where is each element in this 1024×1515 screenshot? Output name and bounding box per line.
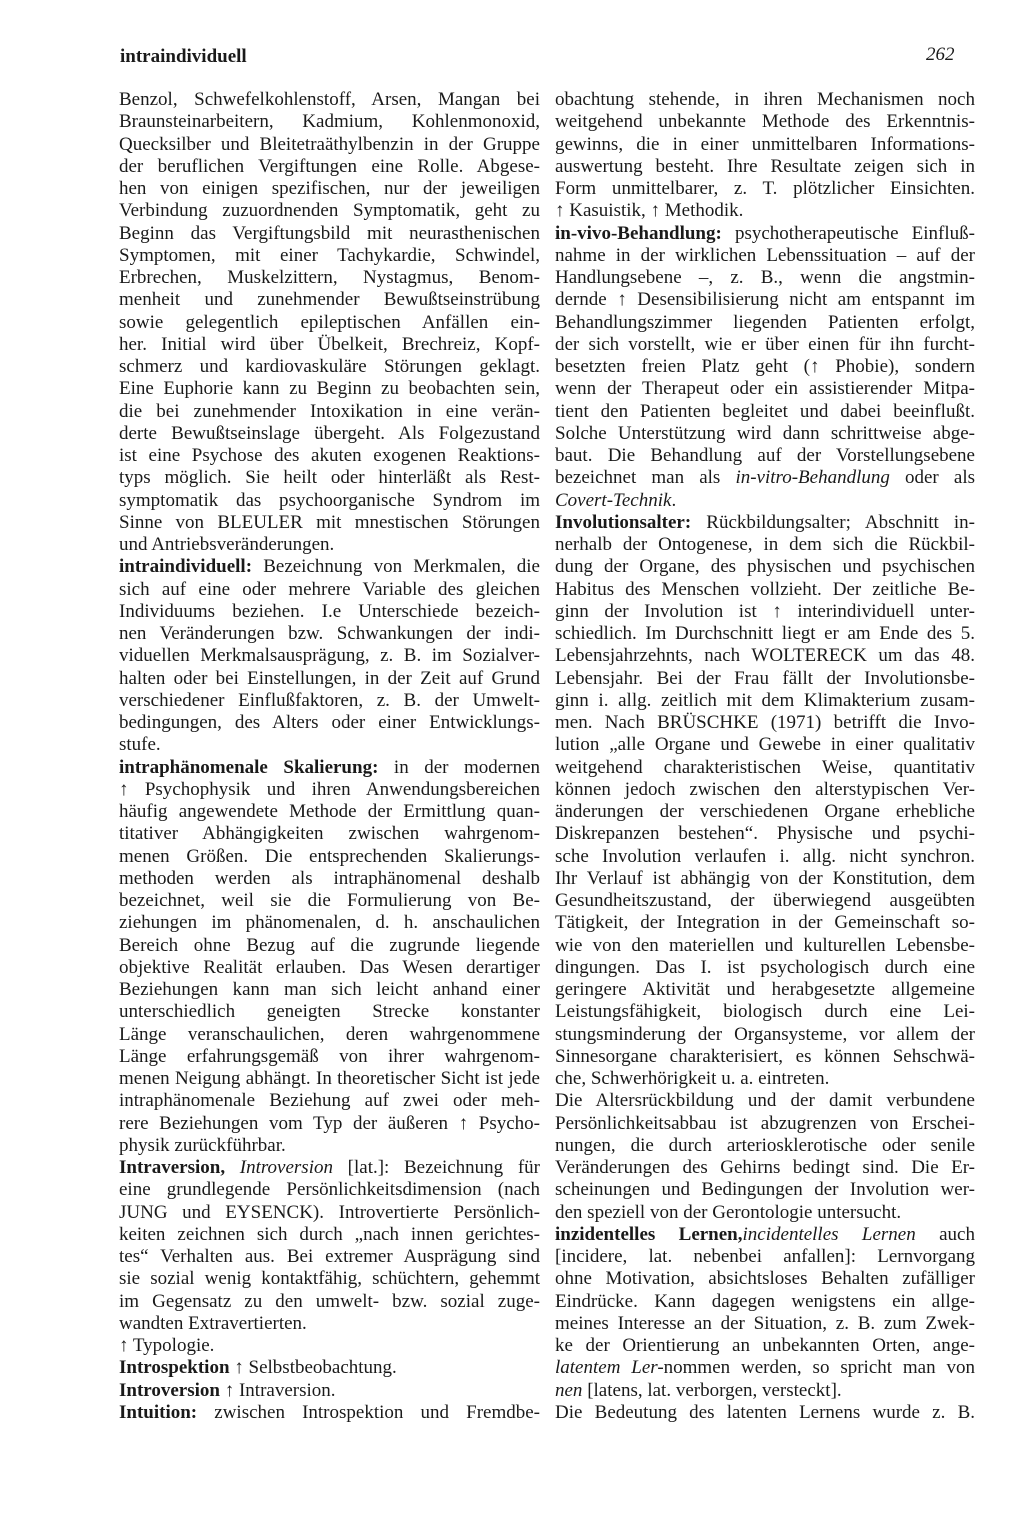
line-text: sich auf eine oder mehrere Variable des gleichen xyxy=(119,578,540,600)
text-line xyxy=(555,645,975,667)
line-text: können jedoch zwischen den alterstypischen Ver- xyxy=(555,778,975,800)
line-text: sche Involution verlaufen i. allg. nicht synchron. xyxy=(555,845,975,867)
text-line xyxy=(555,534,975,556)
entry-term: in-vivo-Behandlung: xyxy=(555,222,722,244)
text-line xyxy=(555,846,975,868)
line-text: baut. Die Behandlung auf der Vorstellungsebene xyxy=(555,445,975,466)
line-text: ginn i. allg. zeitlich mit dem Klimakterium zusam- xyxy=(555,689,975,711)
line-text: Individuums beziehen. I.e Unterschiede bezeich- xyxy=(119,600,540,622)
text-line xyxy=(555,1202,975,1224)
text-line xyxy=(555,757,975,779)
line-text: der beruflichen Vergiftungen eine Rolle. Abgese- xyxy=(119,155,540,177)
text-line xyxy=(119,1024,540,1046)
text-line xyxy=(119,1313,540,1335)
text-line xyxy=(119,712,540,734)
text-line xyxy=(555,1068,975,1090)
line-text: Ihr Verlauf ist abhängig von der Konstitution, dem xyxy=(555,867,975,889)
text-line xyxy=(119,423,540,445)
text-line xyxy=(555,1335,975,1357)
text-line xyxy=(119,467,540,489)
text-line xyxy=(555,267,975,289)
line-text: viduellen Merkmalsausprägung, z. B. im Sozialver- xyxy=(119,645,540,667)
text-line xyxy=(555,289,975,311)
line-text: Gesundheitszustand, der überwiegend ausgeübten xyxy=(555,890,975,911)
text-line xyxy=(119,579,540,601)
text-line xyxy=(555,1380,975,1402)
line-text: Sinne von BLEULER mit mnestischen Störungen xyxy=(119,511,540,533)
line-text: Persönlichkeitsabbau ist abzugrenzen von Erschei- xyxy=(555,1112,975,1134)
entry-term: Introspektion xyxy=(119,1357,230,1379)
line-text: Erbrechen, Muskelzittern, Nystagmus, Benom- xyxy=(119,267,540,288)
text-line xyxy=(555,957,975,979)
text-line xyxy=(119,245,540,267)
text-line xyxy=(119,1268,540,1290)
line-text: Habitus des Menschen vollzieht. Der zeitliche Be- xyxy=(555,578,975,600)
text-line xyxy=(119,1001,540,1023)
line-text: Tätigkeit, der Integration in der Gemeinschaft so- xyxy=(555,912,975,934)
text-line xyxy=(119,401,540,423)
text-line xyxy=(119,1246,540,1268)
line-text: Handlungsebene –, z. B., wenn die angstmin- xyxy=(555,267,975,288)
line-text: objektive Realität erlauben. Das Wesen derartiger xyxy=(119,956,540,978)
line-text: ↑ Psychophysik und ihren Anwendungsbereichen xyxy=(119,778,540,800)
line-text: scheinungen und Bedingungen der Involution wer- xyxy=(555,1179,975,1201)
line-text: eine grundlegende Persönlichkeitsdimension (nach xyxy=(119,1179,540,1201)
text-line xyxy=(119,378,540,400)
line-text: meines Interesse an der Situation, z. B. zum Zwek- xyxy=(555,1312,975,1334)
line-text: stufe. xyxy=(119,734,161,756)
line-text: den speziell von der Gerontologie untersucht. xyxy=(555,1201,902,1223)
text-line xyxy=(555,156,975,178)
text-line xyxy=(555,1001,975,1023)
line-text: [lat.]: Bezeichnung für xyxy=(332,1157,540,1178)
text-line xyxy=(119,267,540,289)
text-line xyxy=(119,534,540,556)
line-text: unterschiedlich geneigten Strecke konstanter xyxy=(119,1001,540,1023)
page-number: 262 xyxy=(926,44,955,65)
text-line xyxy=(119,490,540,512)
text-line xyxy=(555,979,975,1001)
line-text: oder als xyxy=(889,467,975,489)
line-text: der sich vorstellt, wie er über einen für ihn furcht- xyxy=(555,333,975,355)
text-line xyxy=(119,1291,540,1313)
text-line xyxy=(119,178,540,200)
line-text: Form unmittelbarer, z. T. plötzlicher Einsichten. xyxy=(555,178,975,199)
text-line xyxy=(119,1202,540,1224)
line-text: Lebensjahr. Bei der Frau fällt der Involutionsbe- xyxy=(555,667,975,689)
line-text: keiten zeichnen sich durch „nach innen gerichtes- xyxy=(119,1223,540,1245)
text-line xyxy=(119,312,540,334)
line-text: wenn der Therapeut oder ein assistierender Mitpa- xyxy=(555,378,975,400)
running-head: intraindividuell xyxy=(120,46,247,67)
line-text: Eine Euphorie kann zu Beginn zu beobachten sein, xyxy=(119,378,540,400)
text-line xyxy=(119,779,540,801)
text-line xyxy=(555,1313,975,1335)
text-line xyxy=(119,734,540,756)
italic-term: in-vitro-Behandlung xyxy=(735,467,890,489)
line-text: [latens, lat. verborgen, versteckt]. xyxy=(582,1379,842,1401)
line-text: Benzol, Schwefelkohlenstoff, Arsen, Mangan bei xyxy=(119,89,540,110)
line-text: Sinnesorgane charakterisiert, es können Sehschwä- xyxy=(555,1045,975,1067)
text-line xyxy=(555,1291,975,1313)
line-text: intraphänomenale Beziehung auf zwei oder meh- xyxy=(119,1090,540,1112)
text-line xyxy=(119,979,540,1001)
line-text: und Antriebsveränderungen. xyxy=(119,534,335,555)
entry-term: intraindividuell: xyxy=(119,556,253,578)
line-text: nen Veränderungen bzw. Schwankungen der indi- xyxy=(119,623,540,644)
text-line xyxy=(555,712,975,734)
text-line xyxy=(119,334,540,356)
line-text: im Gegensatz zu den umwelt- bzw. sozial zuge- xyxy=(119,1290,540,1312)
line-text: obachtung stehende, in ihren Mechanismen noch xyxy=(555,89,975,110)
line-text: dung der Organe, des physischen und psychischen xyxy=(555,556,975,578)
text-line xyxy=(555,556,975,578)
line-text: nommen werden, so spricht man von xyxy=(663,1357,975,1379)
line-text: men. Nach BRÜSCHKE (1971) betrifft die Invo- xyxy=(555,712,975,733)
text-line xyxy=(119,1402,540,1424)
text-line xyxy=(555,1402,975,1424)
text-line xyxy=(555,935,975,957)
line-text: wandten Extravertierten. xyxy=(119,1312,307,1334)
line-text: Beginn das Vergiftungsbild mit neurasthenischen xyxy=(119,222,540,244)
italic-term: latentem Ler- xyxy=(555,1357,664,1379)
line-text: che, Schwerhörigkeit u. a. eintreten. xyxy=(555,1068,830,1089)
line-text: Quecksilber und Bleitetraäthylbenzin in der Gruppe xyxy=(119,133,540,155)
text-line xyxy=(555,601,975,623)
line-text: besetzten freien Platz geht (↑ Phobie), sondern xyxy=(555,356,975,377)
text-line xyxy=(119,556,540,578)
text-line xyxy=(119,1357,540,1379)
text-line xyxy=(555,334,975,356)
text-line xyxy=(555,512,975,534)
line-text: Behandlungszimmer liegenden Patienten erfolgt, xyxy=(555,311,975,333)
text-line xyxy=(555,734,975,756)
italic-term: Introversion xyxy=(225,1157,333,1178)
line-text: weitgehend charakteristischen Weise, quantitativ xyxy=(555,756,975,778)
line-text: physik zurückführbar. xyxy=(119,1134,286,1156)
line-text: symptomatik das psychoorganische Syndrom im xyxy=(119,489,540,511)
line-text: tes“ Verhalten aus. Bei extremer Ausprägung sind xyxy=(119,1246,540,1267)
line-text: änderungen der verschiedenen Organe erhebliche xyxy=(555,801,975,822)
line-text: weitgehend unbekannte Methode des Erkenntnis- xyxy=(555,111,975,133)
text-line xyxy=(555,223,975,245)
text-line xyxy=(119,1135,540,1157)
text-line xyxy=(555,1090,975,1112)
text-line xyxy=(555,245,975,267)
line-text: ↑ Kasuistik, ↑ Methodik. xyxy=(555,200,744,222)
line-text: ke der Orientierung an unbekannten Orten, ange- xyxy=(555,1335,975,1356)
line-text: nahme in der wirklichen Lebenssituation – auf der xyxy=(555,244,975,266)
line-text: auch xyxy=(915,1223,975,1245)
text-line xyxy=(555,579,975,601)
line-text: ↑ Typologie. xyxy=(119,1335,215,1356)
text-line xyxy=(555,1135,975,1157)
text-line xyxy=(555,801,975,823)
text-line xyxy=(555,1157,975,1179)
line-text: [incidere, lat. nebenbei anfallen]: Lernvorgang xyxy=(555,1246,975,1267)
text-line xyxy=(555,1246,975,1268)
line-text: . xyxy=(671,489,677,511)
text-line xyxy=(119,801,540,823)
line-text: Leistungsfähigkeit, biologisch durch eine Lei- xyxy=(555,1001,975,1023)
text-line xyxy=(119,1380,540,1402)
text-line xyxy=(555,89,975,111)
line-text: nerhalb der Ontogenese, in dem sich die Rückbil- xyxy=(555,534,975,555)
text-line xyxy=(119,645,540,667)
text-line xyxy=(119,846,540,868)
entry-term: Intraversion, xyxy=(119,1157,226,1178)
line-text: Länge veranschaulichen, deren wahrgenommene xyxy=(119,1023,540,1045)
text-line xyxy=(119,601,540,623)
text-line xyxy=(555,467,975,489)
text-line xyxy=(119,957,540,979)
text-line xyxy=(119,868,540,890)
left-column xyxy=(119,89,540,1424)
text-line xyxy=(119,1046,540,1068)
line-text: Symptomen, mit einer Tachykardie, Schwindel, xyxy=(119,244,540,266)
text-line xyxy=(119,356,540,378)
text-line xyxy=(555,312,975,334)
text-line xyxy=(119,690,540,712)
line-text: die bei zunehmender Intoxikation in eine verän- xyxy=(119,400,540,422)
text-line xyxy=(555,1224,975,1246)
text-line xyxy=(555,178,975,200)
text-line xyxy=(555,423,975,445)
line-text: ziehungen im phänomenalen, d. h. anschaulichen xyxy=(119,912,540,934)
text-line xyxy=(119,1335,540,1357)
text-line xyxy=(555,779,975,801)
line-text: Diskrepanzen bestehen“. Physische und psychi- xyxy=(555,823,975,845)
text-line xyxy=(119,1113,540,1135)
line-text: menheit und zunehmender Bewußtseinstrübung xyxy=(119,289,540,311)
line-text: Verbindung zuzuordnenden Symptomatik, geht zu xyxy=(119,200,540,222)
line-text: derte Bewußtseinslage übergeht. Als Folgezustand xyxy=(119,422,540,444)
line-text: Braunsteinarbeitern, Kadmium, Kohlenmonoxid, xyxy=(119,111,540,133)
text-line xyxy=(555,623,975,645)
line-text: Lebensjahrzehnts, nach WOLTERECK um das 48. xyxy=(555,645,975,667)
line-text: lution „alle Organe und Gewebe in einer qualitativ xyxy=(555,734,975,756)
text-line xyxy=(555,111,975,133)
line-text: zwischen Introspektion und Fremdbe- xyxy=(197,1401,540,1423)
text-line xyxy=(555,890,975,912)
text-line xyxy=(119,156,540,178)
line-text: häufig angewendete Methode der Ermittlung quan- xyxy=(119,801,540,822)
text-line xyxy=(555,1179,975,1201)
text-line xyxy=(555,912,975,934)
line-text: Die Bedeutung des latenten Lernens wurde z. B. xyxy=(555,1401,975,1423)
entry-term: intraphänomenale Skalierung: xyxy=(119,756,379,778)
text-line xyxy=(555,378,975,400)
line-text: ohne Motivation, absichtsloses Behalten zufälliger xyxy=(555,1268,975,1290)
line-text: ist eine Psychose des akuten exogenen Reaktions- xyxy=(119,445,540,466)
line-text: Solche Unterstützung wird dann schrittweise abge- xyxy=(555,422,975,444)
text-line xyxy=(555,401,975,423)
text-line xyxy=(555,1113,975,1135)
line-text: menen Größen. Die entsprechenden Skalierungs- xyxy=(119,845,540,867)
line-text: ↑ Selbstbeobachtung. xyxy=(229,1357,397,1379)
text-line xyxy=(555,823,975,845)
line-text: dernde ↑ Desensibilisierung nicht am entspannt im xyxy=(555,289,975,311)
line-text: titativer Abhängigkeiten zwischen wahrgenom- xyxy=(119,823,540,845)
text-line xyxy=(119,890,540,912)
right-column xyxy=(555,89,975,1424)
line-text: in der modernen xyxy=(378,756,540,778)
italic-term: Covert-Technik xyxy=(555,489,672,511)
text-line xyxy=(119,134,540,156)
text-line xyxy=(119,1224,540,1246)
entry-term: Intuition: xyxy=(119,1401,198,1423)
text-line xyxy=(119,89,540,111)
line-text: Eindrücke. Kann dagegen wenigstens ein allge- xyxy=(555,1290,975,1312)
text-line xyxy=(555,1357,975,1379)
line-text: dingungen. Das I. ist psychologisch durch eine xyxy=(555,956,975,978)
line-text: auswertung besteht. Ihre Resultate zeigen sich in xyxy=(555,155,975,177)
text-line xyxy=(555,356,975,378)
line-text: Bezeichnung von Merkmalen, die xyxy=(252,556,540,578)
text-line xyxy=(555,445,975,467)
entry-term: Involutionsalter: xyxy=(555,511,692,533)
line-text: Veränderungen des Gehirns bedingt sind. Die Er- xyxy=(555,1157,975,1178)
text-line xyxy=(119,445,540,467)
text-line xyxy=(555,690,975,712)
text-line xyxy=(119,1179,540,1201)
line-text: sowie gelegentlich epileptischen Anfällen ein- xyxy=(119,311,540,333)
line-text: halten oder bei Einstellungen, in der Zeit auf Grund xyxy=(119,667,540,689)
text-line xyxy=(555,668,975,690)
line-text: gewinns, die in einer unmittelbaren Informations- xyxy=(555,133,975,155)
line-text: schmerz und kardiovaskuläre Störungen geklagt. xyxy=(119,356,540,377)
italic-term: incidentelles Lernen xyxy=(742,1223,916,1245)
line-text: menen Neigung abhängt. In theoretischer Sicht ist jede xyxy=(119,1068,540,1089)
line-text: methoden werden als intraphänomenal deshalb xyxy=(119,867,540,889)
text-line xyxy=(555,868,975,890)
line-text: sie sozial wenig kontaktfähig, schüchtern, gehemmt xyxy=(119,1268,540,1290)
line-text: psychotherapeutische Einfluß- xyxy=(721,222,975,244)
text-line xyxy=(119,935,540,957)
text-line xyxy=(555,1268,975,1290)
text-line xyxy=(119,623,540,645)
line-text: hen von einigen spezifischen, nur der jeweiligen xyxy=(119,178,540,199)
text-line xyxy=(119,1068,540,1090)
line-text: rere Beziehungen vom Typ der äußeren ↑ Psycho- xyxy=(119,1112,540,1134)
line-text: ginn der Involution ist ↑ interindividuell unter- xyxy=(555,600,975,622)
entry-term: Introversion xyxy=(119,1379,220,1401)
text-line xyxy=(119,111,540,133)
text-line xyxy=(555,134,975,156)
line-text: wie von den materiellen und kulturellen Lebensbe- xyxy=(555,934,975,956)
text-line xyxy=(119,512,540,534)
line-text: Länge erfahrungsgemäß von ihrer wahrgenom- xyxy=(119,1045,540,1067)
text-line xyxy=(555,1046,975,1068)
line-text: bezeichnet, weil sie die Formulierung von Be- xyxy=(119,890,540,911)
text-line xyxy=(119,668,540,690)
line-text: JUNG und EYSENCK). Introvertierte Persönlich- xyxy=(119,1201,540,1223)
line-text: Beziehungen kann man sich leicht anhand einer xyxy=(119,979,540,1000)
text-line xyxy=(119,223,540,245)
italic-term: nen xyxy=(555,1379,583,1401)
text-line xyxy=(119,912,540,934)
line-text: nungen, die durch arteriosklerotische oder senile xyxy=(555,1134,975,1156)
line-text: stungsminderung der Organsysteme, vor allem der xyxy=(555,1023,975,1045)
line-text: Die Altersrückbildung und der damit verbundene xyxy=(555,1090,975,1112)
line-text: ↑ Intraversion. xyxy=(219,1379,336,1401)
entry-term: inzidentelles Lernen, xyxy=(555,1223,743,1245)
line-text: Rückbildungsalter; Abschnitt in- xyxy=(691,511,975,533)
line-text: typs möglich. Sie heilt oder hinterläßt als Rest- xyxy=(119,467,540,489)
line-text: tient den Patienten begleitet und dabei beeinflußt. xyxy=(555,400,975,422)
line-text: her. Initial wird über Übelkeit, Brechreiz, Kopf- xyxy=(119,333,540,355)
text-line xyxy=(555,200,975,222)
line-text: Bereich ohne Bezug auf die zugrunde liegende xyxy=(119,934,540,956)
line-text: schiedlich. Im Durchschnitt liegt er am Ende des 5. xyxy=(555,623,975,644)
line-text: geringere Aktivität und herabgesetzte allgemeine xyxy=(555,979,975,1000)
text-line xyxy=(119,1157,540,1179)
text-line xyxy=(119,823,540,845)
text-line xyxy=(119,289,540,311)
line-text: bedingungen, des Alters oder einer Entwicklungs- xyxy=(119,712,540,733)
text-line xyxy=(555,490,975,512)
text-line xyxy=(119,757,540,779)
line-text: bezeichnet man als xyxy=(555,467,736,489)
text-line xyxy=(555,1024,975,1046)
text-line xyxy=(119,1090,540,1112)
text-line xyxy=(119,200,540,222)
line-text: verschiedener Einflußfaktoren, z. B. der Umwelt- xyxy=(119,689,540,711)
